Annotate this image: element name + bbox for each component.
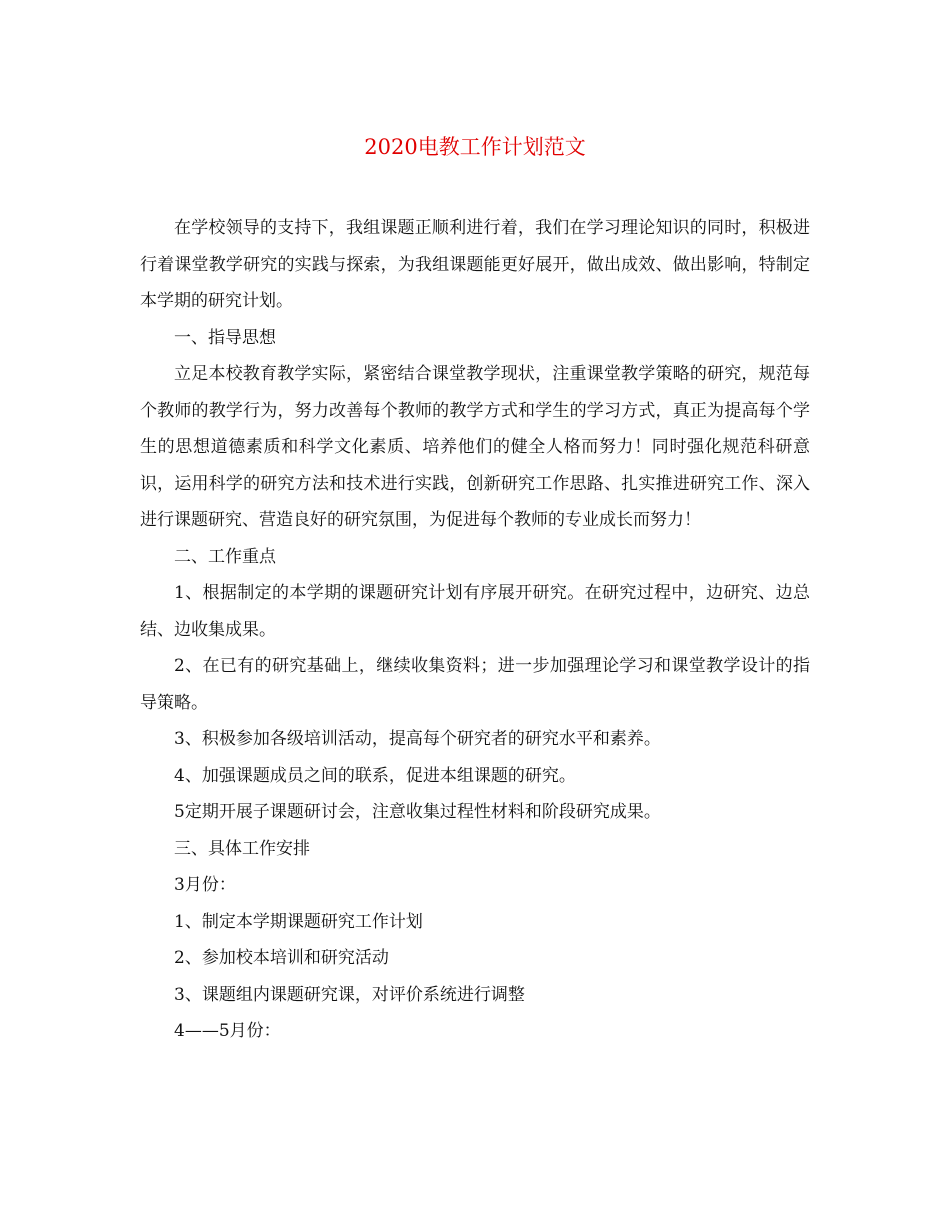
paragraph-intro: 在学校领导的支持下，我组课题正顺利进行着，我们在学习理论知识的同时，积极进行着课堂教学研究的实践与探索，为我组课题能更好展开，做出成效、做出影响，特制定本学期的研究计划。	[140, 218, 810, 311]
month-april-may: 4——5月份：	[174, 1021, 281, 1041]
paragraph-guiding-ideology: 立足本校教育教学实际，紧密结合课堂教学现状，注重课堂教学策略的研究，规范每个教师的教学行为，努力改善每个教师的教学方式和学生的学习方式，真正为提高每个学生的思想道德素质和科学文化素质、培养他们的健全人格而努力！同时强化规范科研意识，运用科学的研究方法和技术进行实践，创新研究工作思路、扎实推进研究工作、深入进行课题研究、营造良好的研究氛围，为促进每个教师的专业成长而努力！	[140, 364, 810, 530]
document-body	[140, 210, 810, 1050]
list-item-focus-2: 2、在已有的研究基础上，继续收集资料；进一步加强理论学习和课堂教学设计的指导策略。	[140, 656, 810, 713]
list-item-march-3: 3、课题组内课题研究课，对评价系统进行调整	[174, 984, 525, 1005]
month-march: 3月份：	[174, 875, 236, 895]
heading-work-arrangement: 三、具体工作安排	[174, 838, 310, 859]
list-item-focus-3: 3、积极参加各级培训活动，提高每个研究者的研究水平和素养。	[174, 729, 661, 749]
document-title: 2020电教工作计划范文	[364, 135, 586, 159]
heading-guiding-ideology: 一、指导思想	[174, 327, 276, 348]
heading-work-focus: 二、工作重点	[174, 546, 276, 567]
list-item-march-1: 1、制定本学期课题研究工作计划	[174, 911, 423, 932]
list-item-focus-5: 5定期开展子课题研讨会，注意收集过程性材料和阶段研究成果。	[174, 802, 661, 822]
list-item-march-2: 2、参加校本培训和研究活动	[174, 948, 389, 968]
list-item-focus-1: 1、根据制定的本学期的课题研究计划有序展开研究。在研究过程中，边研究、边总结、边收集成果。	[140, 583, 810, 640]
list-item-focus-4: 4、加强课题成员之间的联系，促进本组课题的研究。	[174, 765, 576, 786]
